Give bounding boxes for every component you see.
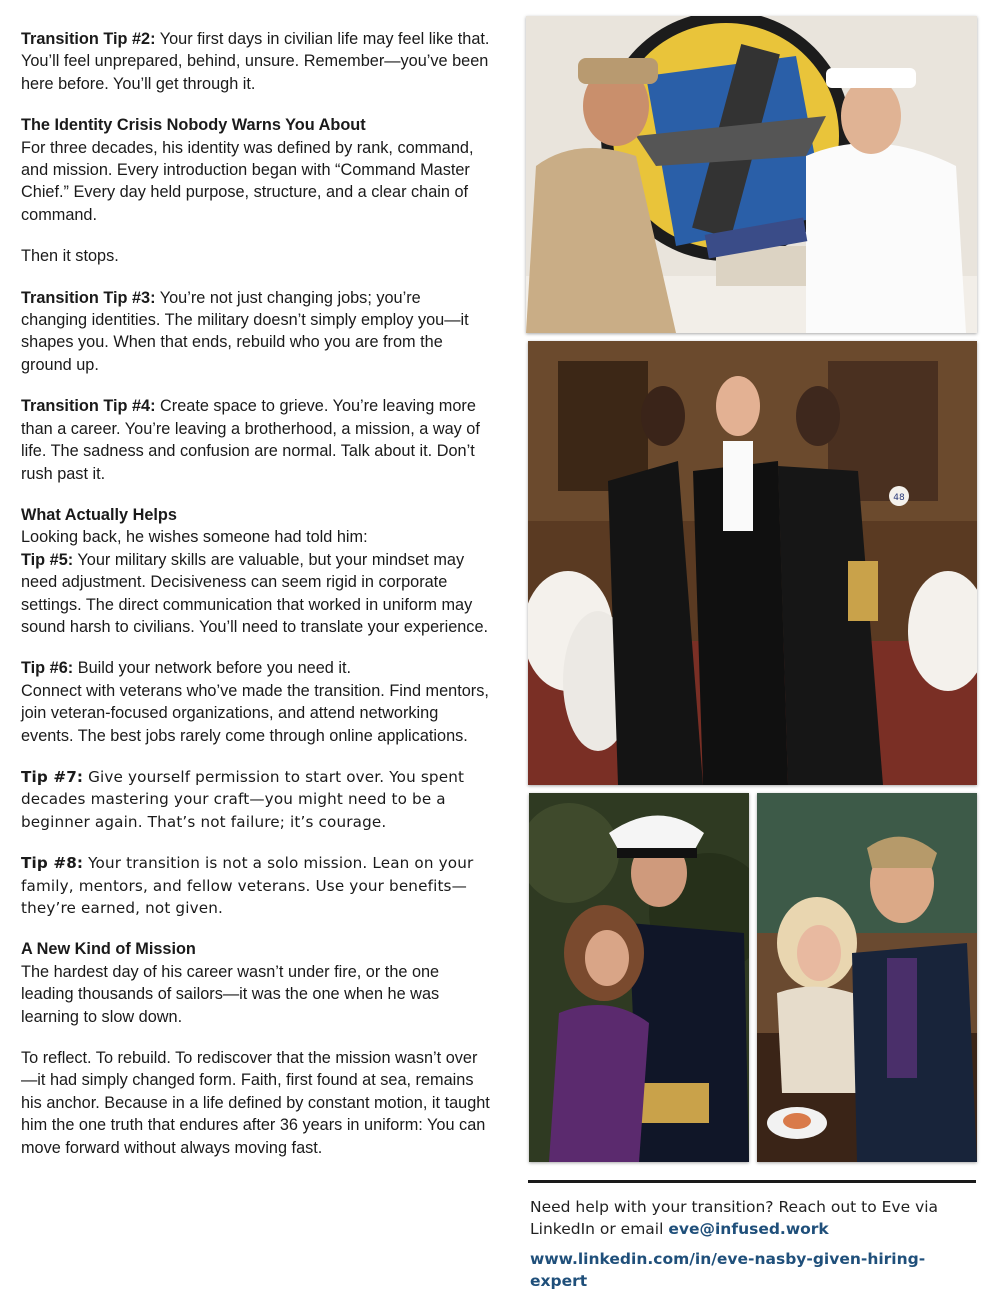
helps-section: What Actually Helps Looking back, he wishes someone had told him: Tip #5: Your military skills are valuable, but your mindset may need adjustment. Decisiveness can seem rigid in corporate settings. The direct communication that worked in uniform may sound harsh to civilians. You’ll need to translate your experience.: [21, 505, 489, 636]
mission-heading: A New Kind of Mission: [21, 940, 196, 959]
identity-heading: The Identity Crisis Nobody Warns You About: [21, 116, 366, 135]
photo-ceremony-handshake: [526, 16, 977, 333]
table-number-badge: 48: [893, 493, 905, 503]
photo-couple-uniform: [529, 793, 749, 1162]
mission-section: A New Kind of Mission The hardest day of his career wasn’t under fire, or the one leading thousands of sailors—it was the one when he was learning to slow down.: [21, 940, 440, 1026]
helps-heading: What Actually Helps: [21, 505, 177, 524]
then-it-stops: Then it stops.: [21, 247, 119, 266]
tip-8: Tip #8: Your transition is not a solo mission. Lean on your family, mentors, and fellow veterans. Use your benefits—they’re earned, not given.: [21, 854, 474, 917]
cta-divider: [528, 1180, 976, 1183]
tip-3: Transition Tip #3: You’re not just changing jobs; you’re changing identities. The military doesn’t simply employ you—it shapes you. When that ends, rebuild who you are from the ground up.: [21, 288, 469, 374]
tip-4: Transition Tip #4: Create space to grieve. You’re leaving more than a career. You’re leaving a brotherhood, a mission, a way of life. The sadness and confusion are normal. Talk about it. Don’t rush past it.: [21, 397, 480, 483]
reflect-paragraph: To reflect. To rebuild. To rediscover that the mission wasn’t over—it had simply changed form. Faith, first found at sea, remains his anchor. Because in a life defined by constant motion, it taught him the one truth that endures after 36 years in uniform: You can move forward without always moving fast.: [21, 1049, 490, 1157]
tip-6: Tip #6: Build your network before you need it. Connect with veterans who’ve made the transition. Find mentors, join veteran-focused organizations, and attend networking events. The best jobs rarely come through online applications.: [21, 659, 489, 745]
identity-section: The Identity Crisis Nobody Warns You About For three decades, his identity was defined by rank, command, and mission. Every introduction began with “Command Master Chief.” Every day held purpose, structure, and a clear chain of command.: [21, 116, 474, 224]
email-link[interactable]: eve@infused.work: [668, 1220, 829, 1238]
contact-callout: Need help with your transition? Reach out to Eve via LinkedIn or email eve@infused.work www.linkedin.com/in/eve-nasby-given-hiring-expert: [530, 1196, 980, 1292]
article-body: [21, 28, 491, 1178]
photo-couple-dinner: [757, 793, 977, 1162]
tip-7: Tip #7: Give yourself permission to start over. You spent decades mastering your craft—you might need to be a beginner again. That’s not failure; it’s courage.: [21, 767, 465, 831]
photo-formal-event: [528, 341, 977, 785]
linkedin-link[interactable]: www.linkedin.com/in/eve-nasby-given-hiring-expert: [530, 1250, 926, 1290]
tip-2: Transition Tip #2: Your first days in civilian life may feel like that. You’ll feel unprepared, behind, unsure. Remember—you’ve been here before. You’ll get through it.: [21, 30, 490, 93]
